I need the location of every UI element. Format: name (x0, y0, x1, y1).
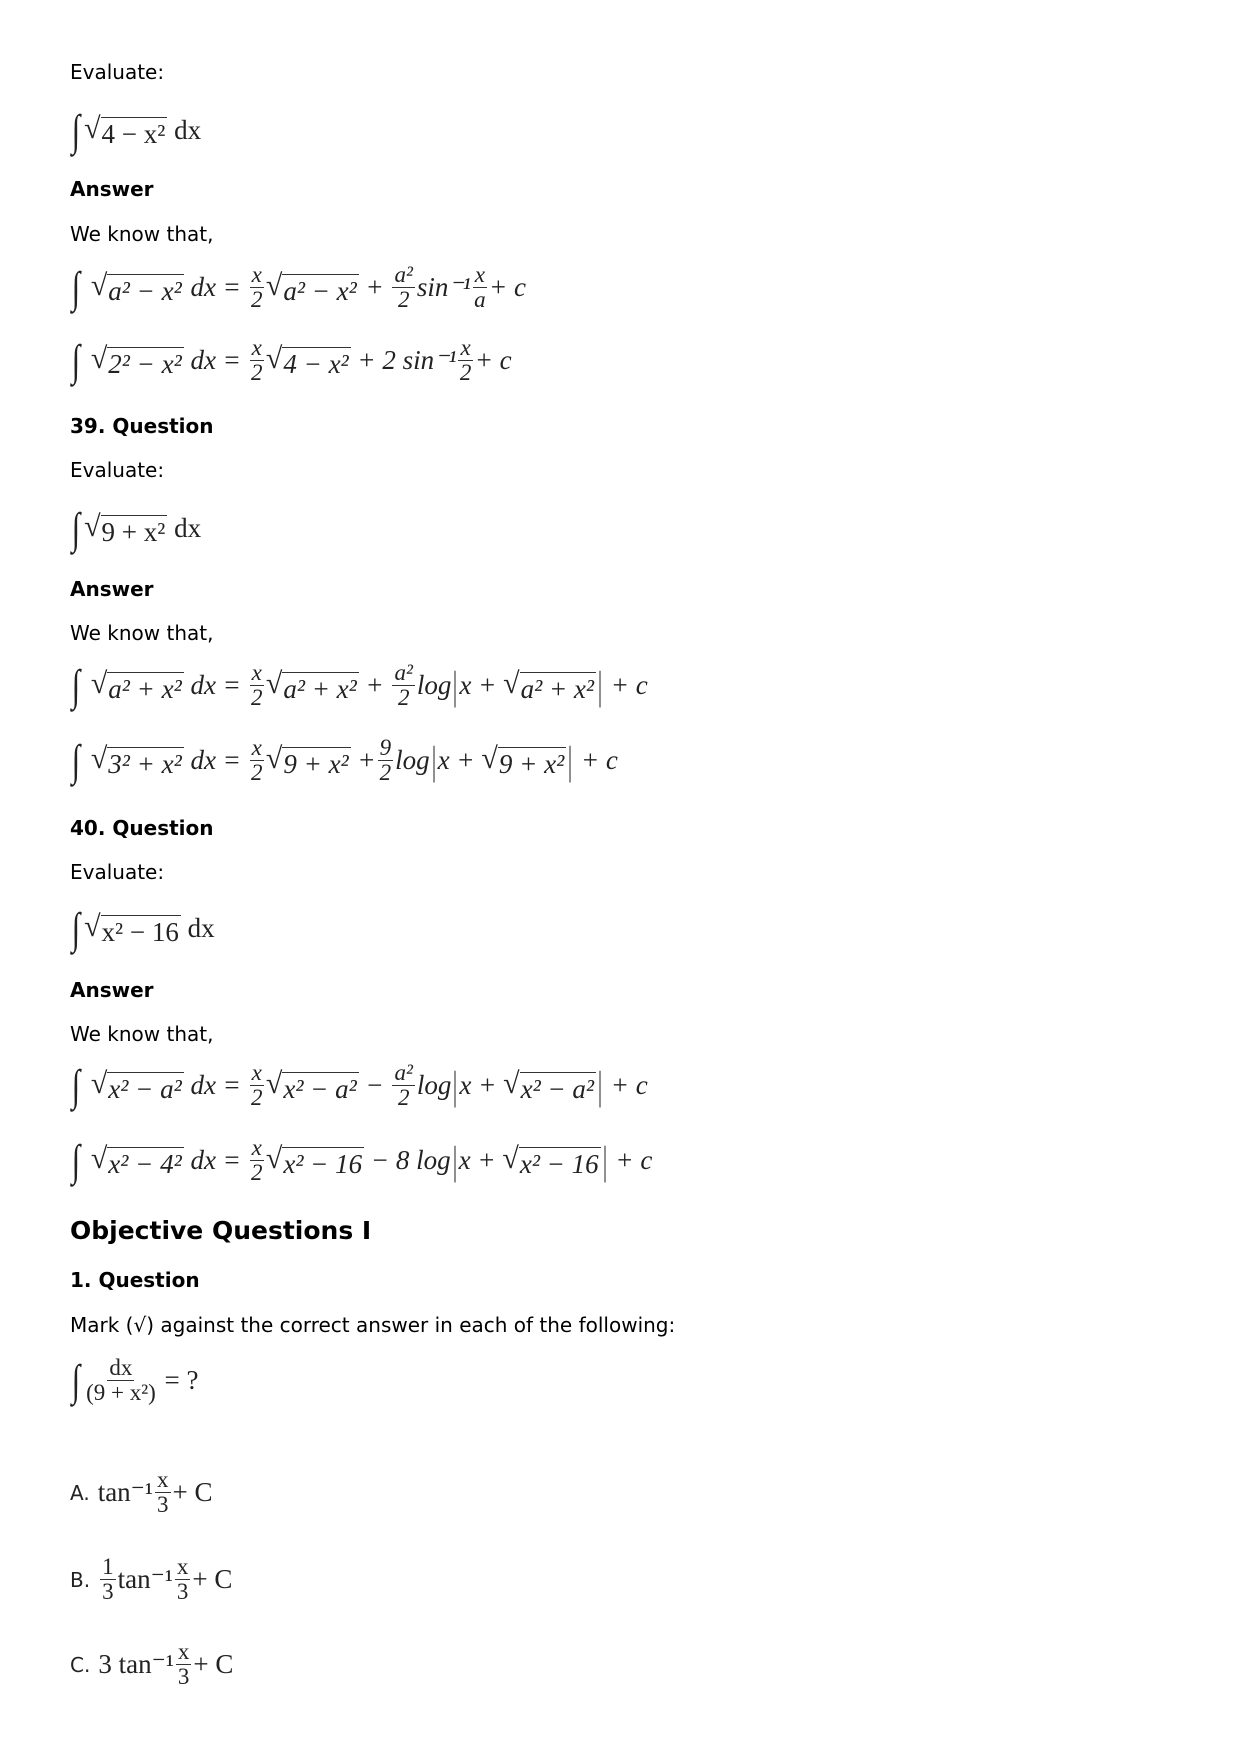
math-text: 3 tan⁻¹ (98, 1649, 174, 1679)
square-root (84, 112, 167, 150)
radical-sign: √ (90, 1066, 108, 1100)
fraction (458, 336, 472, 385)
radical-sign: √ (265, 1066, 283, 1100)
math-expression (70, 105, 201, 156)
math-text: x + (459, 1070, 504, 1100)
math-text (84, 272, 91, 303)
absolute-bar: | (602, 1138, 607, 1183)
fraction (250, 263, 264, 312)
body-text: We know that, (70, 1022, 214, 1046)
radicand: a² + x² (108, 673, 182, 704)
radicand: a² + x² (520, 673, 595, 704)
math-text (84, 1070, 91, 1101)
body-text: Mark (√) against the correct answer in each of the following: (70, 1313, 676, 1337)
question-heading: 39. Question (70, 414, 214, 438)
math-text: + c (474, 345, 512, 375)
body-text: Evaluate: (70, 60, 165, 84)
fraction (250, 661, 264, 710)
radicand: x² − a² (108, 1073, 182, 1104)
absolute-bar: | (452, 1138, 457, 1183)
question-heading: 40. Question (70, 816, 214, 840)
integral-sign: ∫ (71, 263, 81, 312)
math-expression (70, 503, 201, 554)
math-expression (70, 1060, 648, 1111)
square-root (84, 510, 167, 548)
math-text: x + (458, 1145, 503, 1175)
square-root (91, 1142, 184, 1180)
option-label: C. (70, 1652, 91, 1677)
absolute-bar: | (568, 738, 573, 783)
body-text: We know that, (70, 621, 214, 645)
integral-sign: ∫ (71, 904, 81, 953)
math-text: + (358, 272, 391, 302)
numerator: x (251, 335, 262, 360)
question-heading: 1. Question (70, 1268, 200, 1292)
fraction (392, 1061, 414, 1110)
radicand: a² − x² (283, 275, 357, 306)
answer-heading: Answer (70, 577, 154, 601)
fraction (175, 1555, 191, 1604)
radicand: x² − 4² (108, 1148, 182, 1179)
math-expression (70, 903, 215, 954)
denominator: 3 (176, 1579, 189, 1604)
integral-sign: ∫ (71, 504, 81, 553)
square-root (91, 1067, 184, 1105)
square-root (266, 269, 359, 307)
denominator: 3 (157, 1492, 169, 1517)
denominator: a (474, 287, 486, 312)
math-text: dx (167, 513, 202, 543)
fraction (250, 1136, 264, 1185)
math-text: x + (459, 670, 504, 700)
radical-sign: √ (265, 666, 283, 700)
math-text: dx = (183, 745, 248, 775)
numerator: dx (109, 1355, 133, 1380)
radicand: x² − 16 (101, 916, 179, 947)
numerator: 9 (379, 735, 392, 760)
absolute-bar: | (431, 738, 436, 783)
radicand: 3² + x² (108, 748, 182, 779)
fraction (473, 263, 487, 312)
square-root (91, 342, 184, 380)
radical-sign: √ (90, 341, 108, 375)
radicand: 2² − x² (108, 348, 182, 379)
square-root (503, 667, 596, 705)
radical-sign: √ (502, 1141, 519, 1175)
math-text: dx = (183, 345, 248, 375)
radicand: 9 + x² (283, 748, 349, 779)
radicand: 4 − x² (283, 348, 349, 379)
denominator: 2 (251, 287, 263, 312)
math-text: + c (574, 745, 618, 775)
fraction (392, 263, 414, 312)
square-root (481, 742, 566, 780)
denominator: 2 (251, 1085, 263, 1110)
numerator: x (176, 1554, 189, 1579)
numerator: x (251, 660, 262, 685)
square-root (266, 1142, 364, 1180)
fraction (392, 661, 414, 710)
denominator: 2 (397, 1085, 410, 1110)
absolute-bar: | (598, 663, 603, 708)
fraction (250, 336, 264, 385)
math-text: + (358, 670, 391, 700)
answer-option[interactable] (70, 1640, 233, 1689)
math-text: + C (192, 1564, 233, 1594)
numerator: x (474, 262, 485, 287)
math-text: + C (172, 1477, 213, 1507)
fraction (176, 1640, 192, 1689)
math-text: + c (604, 1070, 648, 1100)
denominator: 2 (251, 1160, 263, 1185)
math-text: dx = (183, 1145, 248, 1175)
math-expression (70, 735, 618, 786)
fraction (155, 1468, 171, 1517)
math-text: log (395, 745, 430, 775)
math-text: dx = (183, 670, 248, 700)
numerator: x (157, 1467, 169, 1492)
numerator: x (251, 262, 262, 287)
denominator: 2 (251, 760, 263, 785)
answer-heading: Answer (70, 978, 154, 1002)
answer-heading: Answer (70, 177, 154, 201)
radicand: 9 + x² (101, 516, 166, 547)
math-text: + c (608, 1145, 653, 1175)
math-text: + (350, 745, 376, 775)
radical-sign: √ (90, 1141, 108, 1175)
square-root (266, 667, 359, 705)
math-text: x + (437, 745, 482, 775)
math-text: dx = (183, 1070, 248, 1100)
math-text: dx (167, 115, 202, 145)
math-text (84, 1145, 91, 1176)
radical-sign: √ (265, 1141, 283, 1175)
square-root (91, 667, 184, 705)
math-expression (70, 660, 648, 711)
fraction (100, 1555, 116, 1604)
fraction (86, 1356, 156, 1405)
radical-sign: √ (265, 741, 283, 775)
math-text: + c (604, 670, 648, 700)
math-text: dx (180, 913, 215, 943)
denominator: 2 (397, 287, 410, 312)
numerator: x (251, 1135, 262, 1160)
math-expression (70, 1355, 198, 1406)
square-root (266, 742, 351, 780)
radicand: x² − a² (520, 1073, 595, 1104)
radicand: x² − a² (283, 1073, 357, 1104)
fraction (378, 736, 394, 785)
body-text: Evaluate: (70, 458, 165, 482)
radicand: x² − 16 (283, 1148, 363, 1179)
denominator: (9 + x²) (86, 1380, 156, 1405)
radicand: a² + x² (283, 673, 357, 704)
radical-sign: √ (84, 111, 101, 145)
math-text: log (416, 670, 452, 700)
math-text: − (358, 1070, 391, 1100)
radical-sign: √ (265, 268, 283, 302)
absolute-bar: | (598, 1063, 603, 1108)
square-root (84, 910, 181, 948)
radical-sign: √ (90, 741, 108, 775)
integral-sign: ∫ (71, 661, 81, 710)
option-label: A. (70, 1480, 90, 1505)
radical-sign: √ (265, 341, 283, 375)
radicand: a² − x² (108, 275, 182, 306)
radical-sign: √ (90, 268, 108, 302)
math-text: + 2 sin⁻¹ (350, 345, 457, 375)
absolute-bar: | (453, 663, 458, 708)
answer-option[interactable] (70, 1468, 213, 1517)
integral-sign: ∫ (71, 106, 81, 155)
radical-sign: √ (84, 909, 101, 943)
body-text: Evaluate: (70, 860, 165, 884)
radical-sign: √ (90, 666, 108, 700)
denominator: 2 (251, 360, 263, 385)
square-root (266, 1067, 359, 1105)
numerator: x (251, 1060, 262, 1085)
math-text: tan⁻¹ (117, 1564, 173, 1594)
option-label: B. (70, 1567, 91, 1592)
square-root (503, 1067, 596, 1105)
fraction (250, 1061, 264, 1110)
math-expression (70, 335, 512, 386)
square-root (91, 742, 184, 780)
denominator: 2 (251, 685, 263, 710)
radicand: 9 + x² (498, 748, 565, 779)
math-text: log (416, 1070, 452, 1100)
numerator: a² (394, 262, 413, 287)
absolute-bar: | (453, 1063, 458, 1108)
math-text: + C (193, 1649, 234, 1679)
math-text (84, 745, 91, 776)
math-text: − 8 log (364, 1145, 451, 1175)
math-expression (70, 1135, 652, 1186)
denominator: 3 (177, 1664, 190, 1689)
fraction (250, 736, 264, 785)
denominator: 2 (459, 360, 472, 385)
math-text: = ? (157, 1365, 199, 1395)
denominator: 2 (379, 760, 392, 785)
integral-sign: ∫ (71, 1061, 81, 1110)
math-text: sin⁻¹ (416, 272, 471, 302)
numerator: x (177, 1639, 190, 1664)
denominator: 2 (397, 685, 410, 710)
square-root (502, 1142, 600, 1180)
square-root (91, 269, 184, 307)
radical-sign: √ (84, 509, 101, 543)
integral-sign: ∫ (71, 1136, 81, 1185)
math-text: + c (488, 272, 526, 302)
math-text (84, 670, 91, 701)
math-text: tan⁻¹ (97, 1477, 154, 1507)
answer-option[interactable] (70, 1555, 232, 1604)
radicand: x² − 16 (519, 1148, 599, 1179)
numerator: x (251, 735, 262, 760)
math-text (84, 345, 91, 376)
integral-sign: ∫ (71, 336, 81, 385)
radical-sign: √ (503, 1066, 520, 1100)
radical-sign: √ (503, 666, 520, 700)
numerator: x (460, 335, 471, 360)
numerator: a² (394, 1060, 413, 1085)
numerator: 1 (102, 1554, 114, 1579)
square-root (266, 342, 351, 380)
denominator: 3 (102, 1579, 114, 1604)
numerator: a² (394, 660, 413, 685)
math-expression (70, 262, 526, 313)
body-text: We know that, (70, 222, 214, 246)
section-heading: Objective Questions I (70, 1216, 372, 1245)
integral-sign: ∫ (71, 736, 81, 785)
math-text: dx = (183, 272, 248, 302)
integral-sign: ∫ (71, 1356, 81, 1405)
radical-sign: √ (481, 741, 498, 775)
radicand: 4 − x² (101, 118, 166, 149)
